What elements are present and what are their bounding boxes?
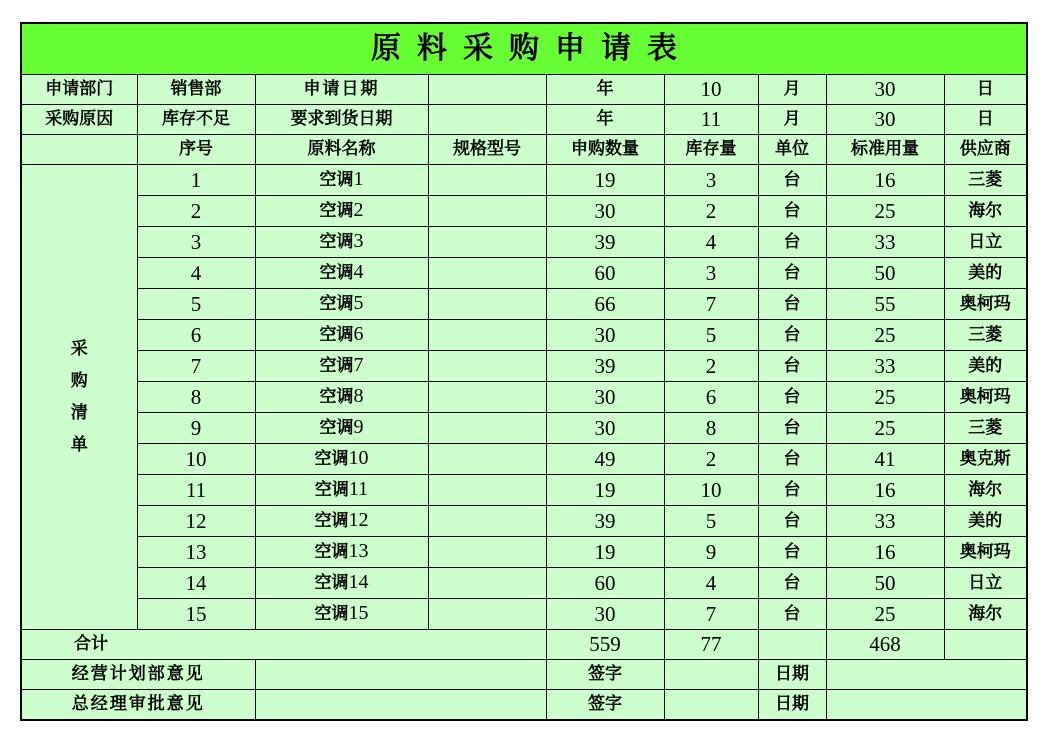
col-header-unit: 单位 xyxy=(758,135,826,165)
info-row-apply xyxy=(21,75,1027,105)
totals-stock[interactable]: 77 xyxy=(664,630,758,660)
row-unit[interactable]: 台 xyxy=(758,475,826,506)
table-row xyxy=(21,165,1027,196)
totals-supplier-blank[interactable] xyxy=(944,630,1027,660)
row-qty[interactable]: 30 xyxy=(546,196,664,227)
row-name-number: 12 xyxy=(348,509,369,531)
table-row xyxy=(21,351,1027,382)
row-qty[interactable]: 60 xyxy=(546,568,664,599)
row-supplier[interactable]: 海尔 xyxy=(944,196,1027,227)
row-name-number: 7 xyxy=(353,354,364,376)
table-row xyxy=(21,475,1027,506)
row-std[interactable]: 33 xyxy=(826,227,944,258)
row-no[interactable]: 3 xyxy=(137,227,255,258)
row-qty[interactable]: 30 xyxy=(546,382,664,413)
approval-row xyxy=(21,660,1027,690)
totals-unit-blank[interactable] xyxy=(758,630,826,660)
row-name-prefix: 空调 xyxy=(319,263,354,283)
row-stock[interactable]: 7 xyxy=(664,599,758,630)
row-unit[interactable]: 台 xyxy=(758,320,826,351)
apply-day-value[interactable]: 30 xyxy=(826,75,944,105)
row-std[interactable]: 50 xyxy=(826,568,944,599)
row-unit[interactable]: 台 xyxy=(758,351,826,382)
col-header-supplier: 供应商 xyxy=(944,135,1027,165)
row-std[interactable]: 25 xyxy=(826,413,944,444)
row-std[interactable]: 25 xyxy=(826,599,944,630)
row-std[interactable]: 55 xyxy=(826,289,944,320)
row-spec-cell[interactable] xyxy=(428,475,546,506)
header-blank-cell[interactable] xyxy=(21,135,137,165)
row-supplier[interactable]: 奥克斯 xyxy=(944,444,1027,475)
row-name[interactable] xyxy=(255,258,428,289)
row-no[interactable]: 13 xyxy=(137,537,255,568)
arrival-day-label: 日 xyxy=(944,105,1027,135)
info-row-arrival xyxy=(21,105,1027,135)
row-stock[interactable]: 2 xyxy=(664,444,758,475)
approval-label: 经营计划部意见 xyxy=(21,660,255,690)
row-qty[interactable]: 39 xyxy=(546,227,664,258)
table-row xyxy=(21,320,1027,351)
row-supplier[interactable]: 美的 xyxy=(944,351,1027,382)
row-no[interactable]: 8 xyxy=(137,382,255,413)
approval-sign-cell[interactable] xyxy=(664,690,758,721)
row-spec-cell[interactable] xyxy=(428,382,546,413)
col-header-spec: 规格型号 xyxy=(428,135,546,165)
row-stock[interactable]: 2 xyxy=(664,196,758,227)
row-qty[interactable]: 66 xyxy=(546,289,664,320)
row-stock[interactable]: 4 xyxy=(664,227,758,258)
row-qty[interactable]: 30 xyxy=(546,320,664,351)
row-name[interactable] xyxy=(255,320,428,351)
table-row xyxy=(21,196,1027,227)
row-name[interactable] xyxy=(255,537,428,568)
row-name-number: 10 xyxy=(348,447,369,469)
col-header-stock: 库存量 xyxy=(664,135,758,165)
row-supplier[interactable]: 三菱 xyxy=(944,165,1027,196)
row-std[interactable]: 16 xyxy=(826,475,944,506)
row-stock[interactable]: 7 xyxy=(664,289,758,320)
row-std[interactable]: 33 xyxy=(826,351,944,382)
apply-year-label[interactable]: 年 xyxy=(546,75,664,105)
row-supplier[interactable]: 日立 xyxy=(944,568,1027,599)
row-name-number: 14 xyxy=(348,571,369,593)
totals-std[interactable]: 468 xyxy=(826,630,944,660)
row-name-prefix: 空调 xyxy=(314,573,349,593)
row-no[interactable]: 11 xyxy=(137,475,255,506)
row-name[interactable] xyxy=(255,227,428,258)
row-name[interactable] xyxy=(255,568,428,599)
row-qty[interactable]: 39 xyxy=(546,506,664,537)
apply-date-blank-cell[interactable] xyxy=(428,75,546,105)
row-spec-cell[interactable] xyxy=(428,537,546,568)
arrival-month-label: 月 xyxy=(758,105,826,135)
purchase-request-table xyxy=(20,22,1028,721)
row-name-number: 6 xyxy=(353,323,364,345)
row-stock[interactable]: 6 xyxy=(664,382,758,413)
row-spec-cell[interactable] xyxy=(428,568,546,599)
row-qty[interactable]: 19 xyxy=(546,165,664,196)
row-name[interactable] xyxy=(255,506,428,537)
row-stock[interactable]: 2 xyxy=(664,351,758,382)
row-std[interactable]: 50 xyxy=(826,258,944,289)
row-stock[interactable]: 3 xyxy=(664,165,758,196)
row-stock[interactable]: 5 xyxy=(664,506,758,537)
row-name[interactable] xyxy=(255,196,428,227)
totals-row xyxy=(21,630,1027,660)
approval-opinion-cell[interactable] xyxy=(255,690,546,721)
row-spec-cell[interactable] xyxy=(428,444,546,475)
row-unit[interactable]: 台 xyxy=(758,196,826,227)
row-stock[interactable]: 10 xyxy=(664,475,758,506)
col-header-name: 原料名称 xyxy=(255,135,428,165)
row-spec-cell[interactable] xyxy=(428,506,546,537)
apply-month-label: 月 xyxy=(758,75,826,105)
row-unit[interactable]: 台 xyxy=(758,413,826,444)
row-supplier[interactable]: 美的 xyxy=(944,506,1027,537)
row-unit[interactable]: 台 xyxy=(758,599,826,630)
reason-value-cell[interactable]: 库存不足 xyxy=(137,105,255,135)
row-no[interactable]: 10 xyxy=(137,444,255,475)
row-std[interactable]: 16 xyxy=(826,537,944,568)
approval-date-cell[interactable] xyxy=(826,660,1027,690)
row-std[interactable]: 25 xyxy=(826,382,944,413)
dept-value-cell[interactable]: 销售部 xyxy=(137,75,255,105)
row-name-prefix: 空调 xyxy=(319,325,354,345)
row-name-number: 2 xyxy=(353,199,364,221)
row-no[interactable]: 9 xyxy=(137,413,255,444)
apply-date-label: 申请日期 xyxy=(255,75,428,105)
approval-date-label: 日期 xyxy=(758,690,826,721)
totals-qty[interactable]: 559 xyxy=(546,630,664,660)
row-spec-cell[interactable] xyxy=(428,258,546,289)
row-unit[interactable]: 台 xyxy=(758,568,826,599)
row-supplier[interactable]: 三菱 xyxy=(944,413,1027,444)
arrival-month-value[interactable]: 11 xyxy=(664,105,758,135)
row-supplier[interactable]: 奥柯玛 xyxy=(944,382,1027,413)
table-row xyxy=(21,537,1027,568)
row-name-prefix: 空调 xyxy=(314,480,349,500)
table-row xyxy=(21,258,1027,289)
row-qty[interactable]: 49 xyxy=(546,444,664,475)
row-std[interactable]: 33 xyxy=(826,506,944,537)
row-spec-cell[interactable] xyxy=(428,599,546,630)
row-unit[interactable]: 台 xyxy=(758,506,826,537)
row-name[interactable] xyxy=(255,165,428,196)
section-label-cell xyxy=(21,165,137,630)
row-stock[interactable]: 8 xyxy=(664,413,758,444)
row-supplier[interactable]: 三菱 xyxy=(944,320,1027,351)
row-name-number: 15 xyxy=(348,602,369,624)
table-row xyxy=(21,599,1027,630)
arrival-day-value[interactable]: 30 xyxy=(826,105,944,135)
row-name-prefix: 空调 xyxy=(314,511,349,531)
row-supplier[interactable]: 海尔 xyxy=(944,475,1027,506)
row-name-number: 11 xyxy=(348,478,369,500)
row-name[interactable] xyxy=(255,289,428,320)
row-spec-cell[interactable] xyxy=(428,196,546,227)
table-row xyxy=(21,382,1027,413)
row-name-number: 4 xyxy=(353,261,364,283)
row-name-number: 1 xyxy=(353,168,364,190)
row-unit[interactable]: 台 xyxy=(758,444,826,475)
row-no[interactable]: 1 xyxy=(137,165,255,196)
row-name-number: 13 xyxy=(348,540,369,562)
row-no[interactable]: 14 xyxy=(137,568,255,599)
approval-date-label: 日期 xyxy=(758,660,826,690)
row-name-prefix: 空调 xyxy=(314,542,349,562)
row-spec-cell[interactable] xyxy=(428,227,546,258)
row-spec-cell[interactable] xyxy=(428,289,546,320)
row-supplier[interactable]: 日立 xyxy=(944,227,1027,258)
row-unit[interactable]: 台 xyxy=(758,382,826,413)
row-no[interactable]: 2 xyxy=(137,196,255,227)
col-header-no: 序号 xyxy=(137,135,255,165)
approval-label: 总经理审批意见 xyxy=(21,690,255,721)
row-qty[interactable]: 60 xyxy=(546,258,664,289)
row-std[interactable]: 25 xyxy=(826,196,944,227)
row-qty[interactable]: 39 xyxy=(546,351,664,382)
apply-month-value[interactable]: 10 xyxy=(664,75,758,105)
table-row xyxy=(21,444,1027,475)
row-name-prefix: 空调 xyxy=(319,232,354,252)
approval-sign-label: 签字 xyxy=(546,690,664,721)
approval-opinion-cell[interactable] xyxy=(255,660,546,690)
row-supplier[interactable]: 海尔 xyxy=(944,599,1027,630)
row-name[interactable] xyxy=(255,351,428,382)
approval-date-cell[interactable] xyxy=(826,690,1027,721)
row-unit[interactable]: 台 xyxy=(758,227,826,258)
table-row xyxy=(21,568,1027,599)
row-name-prefix: 空调 xyxy=(319,170,354,190)
row-unit[interactable]: 台 xyxy=(758,258,826,289)
table-row xyxy=(21,506,1027,537)
row-name-number: 9 xyxy=(353,416,364,438)
row-spec-cell[interactable] xyxy=(428,413,546,444)
row-no[interactable]: 5 xyxy=(137,289,255,320)
row-name-number: 8 xyxy=(353,385,364,407)
row-name-prefix: 空调 xyxy=(319,418,354,438)
table-row xyxy=(21,289,1027,320)
row-unit[interactable]: 台 xyxy=(758,537,826,568)
row-supplier[interactable]: 奥柯玛 xyxy=(944,289,1027,320)
row-no[interactable]: 4 xyxy=(137,258,255,289)
table-row xyxy=(21,413,1027,444)
approval-sign-label: 签字 xyxy=(546,660,664,690)
row-qty[interactable]: 30 xyxy=(546,413,664,444)
row-name[interactable] xyxy=(255,413,428,444)
row-unit[interactable]: 台 xyxy=(758,165,826,196)
row-name-number: 3 xyxy=(353,230,364,252)
row-stock[interactable]: 3 xyxy=(664,258,758,289)
row-stock[interactable]: 5 xyxy=(664,320,758,351)
row-supplier[interactable]: 奥柯玛 xyxy=(944,537,1027,568)
row-std[interactable]: 41 xyxy=(826,444,944,475)
column-header-row xyxy=(21,135,1027,165)
row-no[interactable]: 6 xyxy=(137,320,255,351)
row-name[interactable] xyxy=(255,444,428,475)
dept-label: 申请部门 xyxy=(21,75,137,105)
totals-label: 合计 xyxy=(21,630,546,660)
row-qty[interactable]: 19 xyxy=(546,475,664,506)
row-std[interactable]: 25 xyxy=(826,320,944,351)
row-qty[interactable]: 30 xyxy=(546,599,664,630)
row-spec-cell[interactable] xyxy=(428,320,546,351)
page-title[interactable]: 原料采购申请表 xyxy=(21,23,1027,75)
row-name-prefix: 空调 xyxy=(314,604,349,624)
arrival-year-label[interactable]: 年 xyxy=(546,105,664,135)
row-name-prefix: 空调 xyxy=(319,356,354,376)
reason-label: 采购原因 xyxy=(21,105,137,135)
row-name-prefix: 空调 xyxy=(319,294,354,314)
col-header-std: 标准用量 xyxy=(826,135,944,165)
row-stock[interactable]: 4 xyxy=(664,568,758,599)
apply-day-label: 日 xyxy=(944,75,1027,105)
table-row xyxy=(21,227,1027,258)
row-no[interactable]: 15 xyxy=(137,599,255,630)
row-spec-cell[interactable] xyxy=(428,165,546,196)
row-supplier[interactable]: 美的 xyxy=(944,258,1027,289)
row-stock[interactable]: 9 xyxy=(664,537,758,568)
section-label: 采购清单 xyxy=(70,339,88,455)
row-name[interactable] xyxy=(255,382,428,413)
row-spec-cell[interactable] xyxy=(428,351,546,382)
row-name[interactable] xyxy=(255,475,428,506)
approval-sign-cell[interactable] xyxy=(664,660,758,690)
arrival-date-blank-cell[interactable] xyxy=(428,105,546,135)
row-std[interactable]: 16 xyxy=(826,165,944,196)
row-qty[interactable]: 19 xyxy=(546,537,664,568)
row-name[interactable] xyxy=(255,599,428,630)
title-row xyxy=(21,23,1027,75)
row-name-prefix: 空调 xyxy=(314,449,349,469)
row-name-number: 5 xyxy=(353,292,364,314)
row-unit[interactable]: 台 xyxy=(758,289,826,320)
row-no[interactable]: 7 xyxy=(137,351,255,382)
row-name-prefix: 空调 xyxy=(319,387,354,407)
approval-row xyxy=(21,690,1027,721)
col-header-qty: 申购数量 xyxy=(546,135,664,165)
arrival-date-label: 要求到货日期 xyxy=(255,105,428,135)
row-no[interactable]: 12 xyxy=(137,506,255,537)
row-name-prefix: 空调 xyxy=(319,201,354,221)
